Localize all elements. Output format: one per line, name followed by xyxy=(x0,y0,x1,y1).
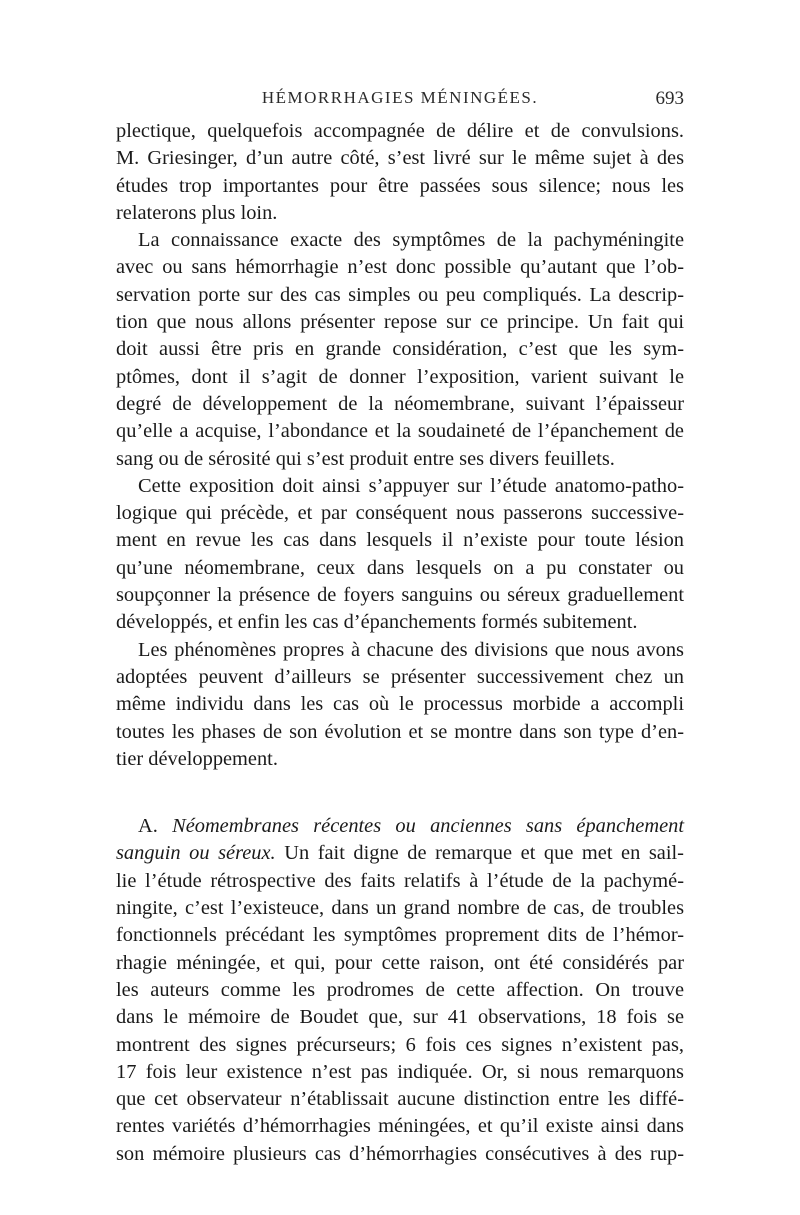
text-line: relaterons plus loin. xyxy=(116,201,278,224)
text-line: ptômes, dont il s’agit de donner l’exposition, varient suivant le xyxy=(116,365,684,388)
text-line: 17 fois leur existence n’est pas indiquée. Or, si nous remarquons xyxy=(116,1060,684,1083)
text-line: doit aussi être pris en grande considération, c’est que les sym- xyxy=(116,338,684,361)
text-line: Les phénomènes propres à chacune des divisions que nous avons xyxy=(138,638,684,661)
text-line: les auteurs comme les prodromes de cette affection. On trouve xyxy=(116,978,684,1001)
text-line: plectique, quelquefois accompagnée de délire et de convulsions. xyxy=(116,120,684,142)
text-line: Cette exposition doit ainsi s’appuyer sur l’étude anatomo-patho- xyxy=(138,474,684,497)
paragraph xyxy=(116,637,684,773)
text-line: La connaissance exacte des symptômes de la pachyméningite xyxy=(138,229,684,252)
text-line: qu’une néomembrane, ceux dans lesquels on a pu constater ou xyxy=(116,556,684,579)
text-line: que cet observateur n’établissait aucune distinction entre les diffé- xyxy=(116,1088,684,1111)
text-line: son mémoire plusieurs cas d’hémorrhagies consécutives à des rup- xyxy=(116,1142,684,1165)
page-number: 693 xyxy=(655,88,684,109)
text-line: ningite, c’est l’existeuce, dans un grand nombre de cas, de troubles xyxy=(116,897,684,920)
text-line: dans le mémoire de Boudet que, sur 41 observations, 18 fois se xyxy=(116,1006,684,1029)
text-line: fonctionnels précédant les symptômes proprement dits de l’hémor- xyxy=(116,924,684,947)
text-line: tier développement. xyxy=(116,747,278,770)
section-title-part-1: Néomembranes récentes ou anciennes sans épanchement xyxy=(172,815,684,838)
text-line: avec ou sans hémorrhagie n’est donc possible qu’autant que l’ob- xyxy=(116,256,684,279)
paragraph xyxy=(116,118,684,227)
section-title-part-2: sanguin ou séreux. xyxy=(116,842,276,865)
text-line xyxy=(116,840,684,867)
text-line: lie l’étude rétrospective des faits relatifs à l’étude de la pachymé- xyxy=(116,869,684,892)
text-line: logique qui précède, et par conséquent nous passerons successive- xyxy=(116,502,684,525)
text-line: servation porte sur des cas simples ou peu compliqués. La descrip- xyxy=(116,283,684,306)
text-line: rentes variétés d’hémorrhagies méningées, et qu’il existe ainsi dans xyxy=(116,1115,684,1138)
text-line: soupçonner la présence de foyers sanguins ou séreux graduellement xyxy=(116,584,684,607)
text-line: même individu dans les cas où le processus morbide a accompli xyxy=(116,693,684,716)
text-line: études trop importantes pour être passées sous silence; nous les xyxy=(116,174,684,197)
text-line: rhagie méningée, et qui, pour cette raison, ont été considérés par xyxy=(116,951,684,974)
text-line: qu’elle a acquise, l’abondance et la soudaineté de l’épanchement de xyxy=(116,420,684,443)
section-letter: A. xyxy=(138,815,158,838)
section-text: Un fait digne de remarque et que met en sail- xyxy=(284,842,684,865)
text-line: M. Griesinger, d’un autre côté, s’est livré sur le même sujet à des xyxy=(116,147,684,170)
paragraph xyxy=(116,473,684,637)
text-line: adoptées peuvent d’ailleurs se présenter successivement chez un xyxy=(116,665,684,688)
section-spacer xyxy=(116,773,684,813)
section-a xyxy=(116,813,684,1168)
body-text xyxy=(116,118,684,1168)
text-line: degré de développement de la néomembrane, suivant l’épaisseur xyxy=(116,392,684,415)
paragraph xyxy=(116,227,684,473)
section-heading-line xyxy=(116,813,684,840)
text-line: sang ou de sérosité qui s’est produit entre ses divers feuillets. xyxy=(116,447,615,470)
text-line: développés, et enfin les cas d’épanchements formés subitement. xyxy=(116,611,638,634)
running-title: HÉMORRHAGIES MÉNINGÉES. xyxy=(261,88,539,107)
text-line: montrent des signes précurseurs; 6 fois ces signes n’existent pas, xyxy=(116,1033,684,1056)
text-line: tion que nous allons présenter repose sur ce principe. Un fait qui xyxy=(116,311,684,334)
text-line: toutes les phases de son évolution et se montre dans son type d’en- xyxy=(116,720,684,743)
running-head xyxy=(116,88,684,118)
text-line: ment en revue les cas dans lesquels il n’existe pour toute lésion xyxy=(116,529,684,552)
